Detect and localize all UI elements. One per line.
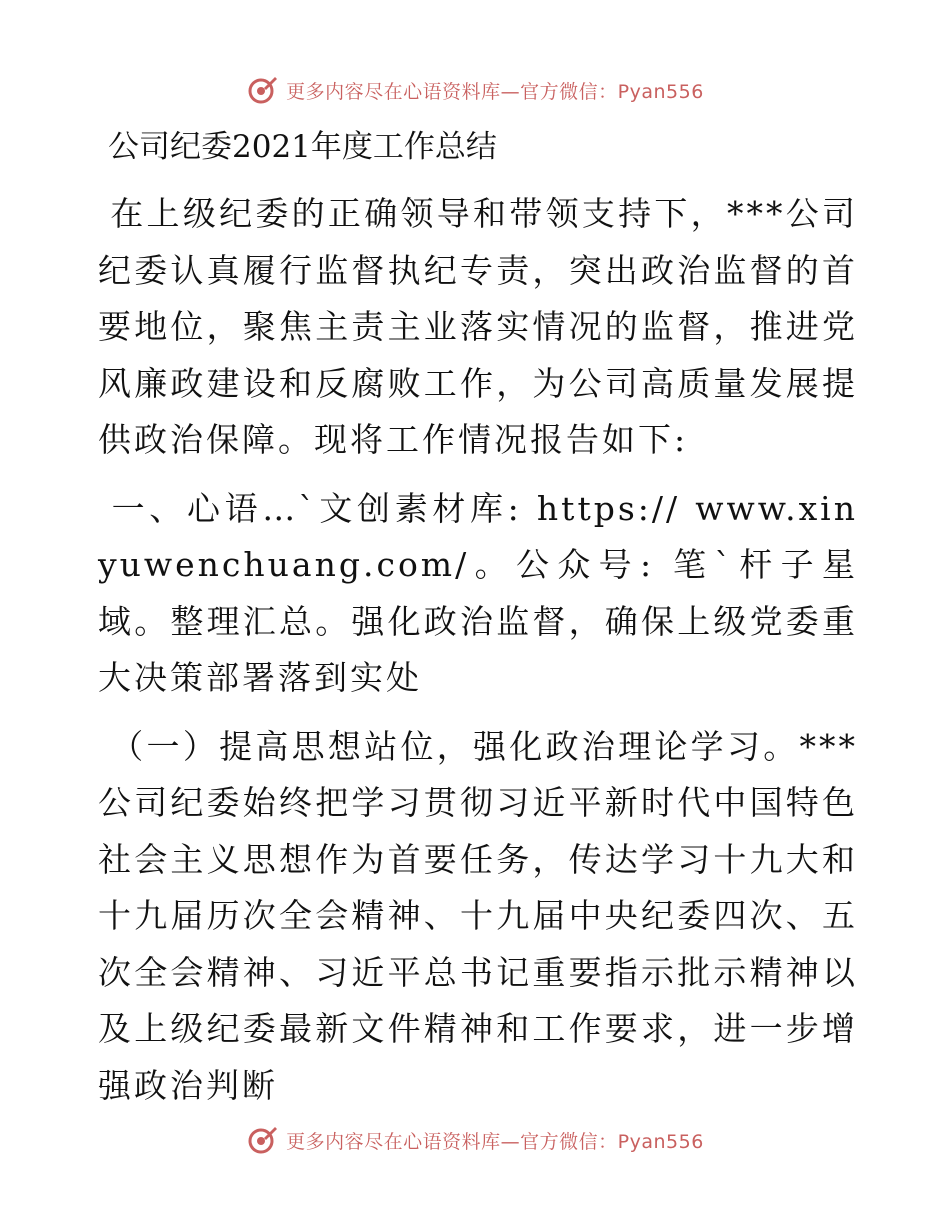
- paragraph-intro: 在上级纪委的正确领导和带领支持下，***公司纪委认真履行监督执纪专责，突出政治监督的首要地位，聚焦主责主业落实情况的监督，推进党风廉政建设和反腐败工作，为公司高质量发展提供政治保障。现将工作情况报告如下:: [98, 194, 858, 459]
- pen-circle-logo-icon: [246, 1124, 278, 1156]
- document-title: 公司纪委2021年度工作总结: [108, 129, 497, 165]
- paragraph-subsection-one: （一）提高思想站位，强化政治理论学习。***公司纪委始终把学习贯彻习近平新时代中国特色社会主义思想作为首要任务，传达学习十九大和十九届历次全会精神、十九届中央纪委四次、五次全会精神、习近平总书记重要指示批示精神以及上级纪委最新文件精神和工作要求，进一步增强政治判断: [98, 726, 858, 1105]
- watermark-header: [0, 70, 950, 110]
- pen-circle-logo-icon: [246, 74, 278, 106]
- watermark-text: 更多内容尽在心语资料库—官方微信：Pyan556: [286, 80, 704, 103]
- paragraph-section-one: 一、心语…`文创素材库: https:// www.xinyuwenchuang.com/。公众号: 笔`杆子星域。整理汇总。强化政治监督，确保上级党委重大决策部署落到实处: [98, 488, 858, 697]
- document-body: [98, 122, 858, 1126]
- watermark-text: 更多内容尽在心语资料库—官方微信：Pyan556: [286, 1130, 704, 1153]
- watermark-footer: [0, 1120, 950, 1160]
